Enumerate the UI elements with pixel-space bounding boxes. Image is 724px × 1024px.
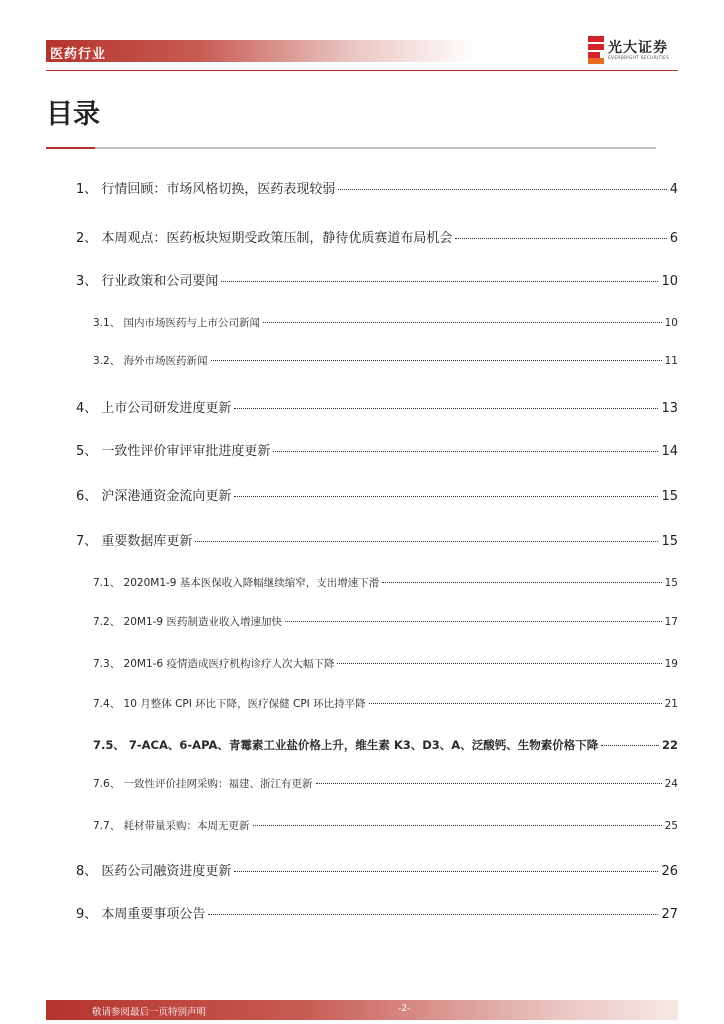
toc-entry[interactable] xyxy=(76,485,678,504)
toc-entry[interactable] xyxy=(93,575,678,590)
toc-dot-leader xyxy=(208,914,658,915)
toc-dot-leader xyxy=(263,322,662,323)
toc-dot-leader xyxy=(195,541,658,542)
toc-entry-page: 24 xyxy=(664,778,678,790)
toc-entry-page: 11 xyxy=(664,355,678,367)
toc-dot-leader xyxy=(234,408,658,409)
toc-entry-page: 22 xyxy=(661,738,678,752)
toc-entry[interactable] xyxy=(93,315,678,330)
toc-entry-label: 7.2、 20M1-9 医药制造业收入增速加快 xyxy=(93,616,282,628)
toc-entry-label: 7、 重要数据库更新 xyxy=(76,534,193,549)
toc-entry[interactable] xyxy=(93,818,678,833)
toc-entry-page: 19 xyxy=(664,658,678,670)
toc-entry-page: 13 xyxy=(661,401,678,416)
toc-dot-leader xyxy=(455,238,666,239)
toc-entry-label: 7.7、 耗材带量采购：本周无更新 xyxy=(93,820,250,832)
logo-english: EVERBRIGHT SECURITIES xyxy=(608,56,670,61)
toc-entry-label: 8、 医药公司融资进度更新 xyxy=(76,864,232,879)
toc-entry-label: 3.1、 国内市场医药与上市公司新闻 xyxy=(93,317,261,329)
toc-entry-page: 6 xyxy=(669,231,678,246)
toc-entry-page: 25 xyxy=(664,820,678,832)
toc-dot-leader xyxy=(601,745,659,746)
toc-dot-leader xyxy=(382,582,661,583)
toc-entry-page: 14 xyxy=(661,444,678,459)
toc-entry[interactable] xyxy=(76,227,678,246)
header-band xyxy=(46,40,476,62)
toc-entry[interactable] xyxy=(93,656,678,671)
toc-entry-label: 9、 本周重要事项公告 xyxy=(76,907,206,922)
toc-dot-leader xyxy=(316,783,662,784)
toc-entry-page: 27 xyxy=(661,907,678,922)
header-section-label: 医药行业 xyxy=(50,47,107,62)
toc-dot-leader xyxy=(369,703,662,704)
toc-entry-label: 7.4、 10 月整体 CPI 环比下降，医疗保健 CPI 环比持平降 xyxy=(93,698,366,710)
toc-entry-label: 6、 沪深港通资金流向更新 xyxy=(76,489,232,504)
toc-entry-page: 10 xyxy=(664,317,678,329)
toc-entry[interactable] xyxy=(76,530,678,549)
toc-entry-label: 2、 本周观点：医药板块短期受政策压制，静待优质赛道布局机会 xyxy=(76,231,453,246)
toc-entry[interactable] xyxy=(93,696,678,711)
toc-entry-page: 10 xyxy=(661,274,678,289)
footer-disclaimer: 敬请参阅最后一页特别声明 xyxy=(92,1007,207,1018)
toc-entry[interactable] xyxy=(93,737,678,753)
logo-mark-icon xyxy=(588,36,604,64)
toc-entry-label: 3.2、 海外市场医药新闻 xyxy=(93,355,208,367)
toc-entry-label: 3、 行业政策和公司要闻 xyxy=(76,274,219,289)
toc-entry[interactable] xyxy=(76,270,678,289)
toc-entry[interactable] xyxy=(76,178,678,197)
toc-entry[interactable] xyxy=(76,440,678,459)
company-logo xyxy=(588,36,688,68)
footer-page-number: -2- xyxy=(398,1004,411,1014)
toc-entry-page: 26 xyxy=(661,864,678,879)
toc-entry-page: 17 xyxy=(664,616,678,628)
title-rule xyxy=(46,147,656,149)
toc-entry-label: 7.6、 一致性评价挂网采购：福建、浙江有更新 xyxy=(93,778,313,790)
toc-entry[interactable] xyxy=(76,860,678,879)
toc-dot-leader xyxy=(234,496,658,497)
toc-entry-label: 7.3、 20M1-6 疫情造成医疗机构诊疗人次大幅下降 xyxy=(93,658,335,670)
toc-dot-leader xyxy=(338,189,666,190)
logo-name: 光大证券 xyxy=(608,40,668,56)
toc-entry[interactable] xyxy=(93,614,678,629)
toc-dot-leader xyxy=(234,871,658,872)
toc-dot-leader xyxy=(285,621,662,622)
toc-entry-page: 21 xyxy=(664,698,678,710)
toc-entry-page: 4 xyxy=(669,182,678,197)
toc-entry-page: 15 xyxy=(661,489,678,504)
toc-entry-label: 5、 一致性评价审评审批进度更新 xyxy=(76,444,271,459)
toc-entry-label: 4、 上市公司研发进度更新 xyxy=(76,401,232,416)
toc-entry-label: 7.5、 7-ACA、6-APA、青霉素工业盐价格上升，维生素 K3、D3、A、泛酸钙、生物素价格下降 xyxy=(93,738,599,752)
header-rule xyxy=(46,70,678,71)
toc-entry[interactable] xyxy=(76,903,678,922)
toc-entry[interactable] xyxy=(93,353,678,368)
toc-entry[interactable] xyxy=(93,776,678,791)
toc-dot-leader xyxy=(273,451,658,452)
toc-dot-leader xyxy=(211,360,662,361)
toc-entry-label: 7.1、 2020M1-9 基本医保收入降幅继续缩窄，支出增速下滑 xyxy=(93,577,380,589)
page-title: 目录 xyxy=(46,99,100,130)
toc-entry-page: 15 xyxy=(664,577,678,589)
toc-entry-label: 1、 行情回顾：市场风格切换，医药表现较弱 xyxy=(76,182,336,197)
toc-entry-page: 15 xyxy=(661,534,678,549)
toc-entry[interactable] xyxy=(76,397,678,416)
toc-dot-leader xyxy=(221,281,658,282)
toc-dot-leader xyxy=(337,663,661,664)
toc-dot-leader xyxy=(253,825,662,826)
